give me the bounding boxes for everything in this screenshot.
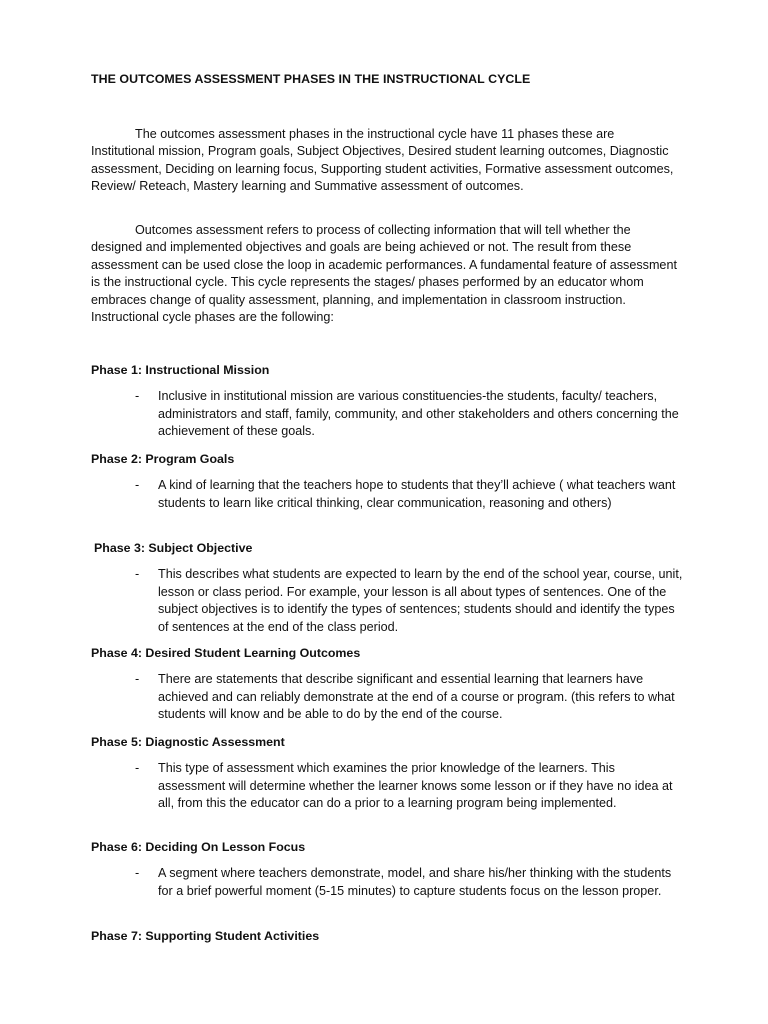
- phase-3-bullet: [135, 566, 685, 636]
- document-title: THE OUTCOMES ASSESSMENT PHASES IN THE INSTRUCTIONAL CYCLE: [91, 72, 531, 86]
- phase-5-heading: Phase 5: Diagnostic Assessment: [91, 735, 285, 749]
- phase-1-heading: Phase 1: Instructional Mission: [91, 363, 270, 377]
- phase-5-bullet: [135, 760, 685, 813]
- phase-6-bullet-text: A segment where teachers demonstrate, model, and share his/her thinking with the students for a brief powerful moment (5-15 minutes) to capture students focus on the lesson proper.: [158, 866, 672, 898]
- phase-2-bullet-text: A kind of learning that the teachers hope to students that they’ll achieve ( what teachers want students to learn like critical thinking, clear communication, reasoning and others): [158, 478, 676, 510]
- phase-4-heading: Phase 4: Desired Student Learning Outcomes: [91, 646, 361, 660]
- bullet-dash: -: [135, 567, 140, 581]
- intro-paragraph-1-text: The outcomes assessment phases in the instructional cycle have 11 phases these are Institutional mission, Program goals, Subject Objectives, Desired student learning outcomes, Diagnostic assessment, Deciding on learning focus, Supporting student activities, Formative assessment outcomes, Review/ Reteach, Mastery learning and Summative assessment of outcomes.: [91, 127, 674, 194]
- phase-6-heading: Phase 6: Deciding On Lesson Focus: [91, 840, 306, 854]
- bullet-dash: -: [135, 672, 140, 686]
- bullet-dash: -: [135, 478, 140, 492]
- intro-paragraph-1: [91, 126, 681, 196]
- bullet-dash: -: [135, 866, 140, 880]
- phase-2-bullet: [135, 477, 685, 512]
- phase-4-bullet-text: There are statements that describe significant and essential learning that learners have achieved and can reliably demonstrate at the end of a course or program. (this refers to what students will know and be able to do by the end of the course.: [158, 672, 675, 722]
- bullet-dash: -: [135, 761, 140, 775]
- phase-4-bullet: [135, 671, 685, 724]
- phase-3-bullet-text: This describes what students are expected to learn by the end of the school year, course, unit, lesson or class period. For example, your lesson is all about types of sentences. One of the subject objectives is to identify the types of sentences; students should and identify the types of sentences at the end of the class period.: [158, 567, 683, 634]
- phase-1-bullet-text: Inclusive in institutional mission are various constituencies-the students, faculty/ teachers, administrators and staff, family, community, and other stakeholders and others concerning the achievement of these goals.: [158, 389, 679, 439]
- phase-6-bullet: [135, 865, 685, 900]
- intro-paragraph-2: [91, 222, 681, 326]
- bullet-dash: -: [135, 389, 140, 403]
- phase-3-heading: Phase 3: Subject Objective: [94, 541, 253, 555]
- phase-2-heading: Phase 2: Program Goals: [91, 452, 235, 466]
- phase-5-bullet-text: This type of assessment which examines the prior knowledge of the learners. This assessment will determine whether the learner knows some lesson or if they have no idea at all, from this the educator can do a prior to a learning program being implemented.: [158, 761, 673, 811]
- phase-7-heading: Phase 7: Supporting Student Activities: [91, 929, 320, 943]
- phase-1-bullet: [135, 388, 685, 441]
- intro-paragraph-2-text: Outcomes assessment refers to process of collecting information that will tell whether the designed and implemented objectives and goals are being achieved or not. The result from these assessment can be used close the loop in academic performances. A fundamental feature of assessment is the instructional cycle. This cycle represents the stages/ phases performed by an educator whom embraces change of quality assessment, planning, and implementation in classroom instruction. Instructional cycle phases are the following:: [91, 223, 677, 325]
